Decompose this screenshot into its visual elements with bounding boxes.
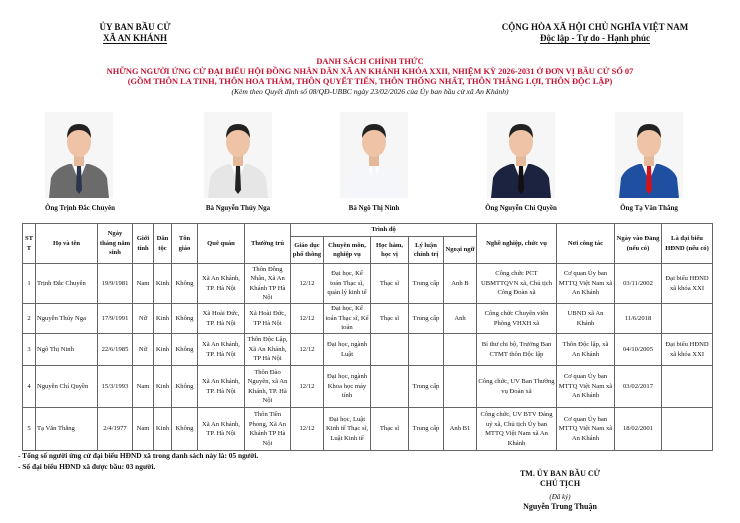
- cell-edu: 12/12: [291, 366, 324, 408]
- cell-gender: Nam: [133, 408, 154, 451]
- header-delegate: Là đại biểu HĐND (nếu có): [662, 224, 713, 264]
- cell-major: Đại học, ngành Khoa học máy tính: [324, 366, 371, 408]
- cell-party: 03/11/2002: [615, 264, 662, 304]
- cell-work: Cơ quan Ủy ban MTTQ Việt Nam xã An Khánh: [557, 366, 615, 408]
- cell-work: Cơ quan Ủy ban MTTQ Việt Nam xã An Khánh: [557, 264, 615, 304]
- document-title: [0, 57, 740, 97]
- cell-degree: Thạc sĩ: [371, 304, 409, 334]
- header-party: Ngày vào Đảng (nếu có): [615, 224, 662, 264]
- cell-dob: 2/4/1977: [98, 408, 133, 451]
- photo-caption: Ông Tạ Văn Thắng: [620, 204, 678, 212]
- table-row: [23, 334, 713, 366]
- cell-edu: 12/12: [291, 334, 324, 366]
- cell-major: Đại học, ngành Luật: [324, 334, 371, 366]
- cell-lang: Anh B1: [444, 408, 477, 451]
- cell-lang: Anh: [444, 304, 477, 334]
- cell-gender: Nam: [133, 264, 154, 304]
- candidate-photo: [615, 112, 683, 198]
- cell-residence: Xã Hoài Đức, TP Hà Nội: [245, 304, 291, 334]
- cell-politics: Trung cấp: [409, 408, 444, 451]
- cell-politics: Trung cấp: [409, 366, 444, 408]
- cell-delegate: [662, 408, 713, 451]
- photo-caption: Bà Ngô Thị Ninh: [348, 204, 400, 212]
- cell-dob: 17/9/1991: [98, 304, 133, 334]
- cell-politics: [409, 334, 444, 366]
- cell-religion: Không: [172, 334, 198, 366]
- cell-residence: Thôn Tiền Phong, Xã An Khánh TP Hà Nội: [245, 408, 291, 451]
- cell-politics: Trung cấp: [409, 264, 444, 304]
- header-name: Họ và tên: [36, 224, 98, 264]
- header-major: Chuyên môn, nghiệp vụ: [324, 237, 371, 264]
- cell-party: 03/02/2017: [615, 366, 662, 408]
- header-degree: Học hàm, học vị: [371, 237, 409, 264]
- title-line-3: (GỒM THÔN LA TINH, THÔN HOA THÁM, THÔN QUYẾT TIẾN, THÔN THỐNG NHẤT, THÔN THẮNG LỢI, THÔN ĐỘC LẬP): [127, 77, 613, 86]
- cell-job: Công chức Chuyên viên Phòng VHXH xã: [477, 304, 557, 334]
- signer-name: Nguyễn Trung Thuận: [523, 502, 597, 511]
- cell-name: Nguyễn Chí Quyền: [36, 366, 98, 408]
- cell-dob: 19/9/1981: [98, 264, 133, 304]
- cell-degree: Thạc sĩ: [371, 408, 409, 451]
- cell-party: 18/02/2001: [615, 408, 662, 451]
- cell-gender: Nam: [133, 366, 154, 408]
- table-row: [23, 264, 713, 304]
- cell-stt: 5: [23, 408, 36, 451]
- header-dob: Ngày tháng năm sinh: [98, 224, 133, 264]
- cell-job: Công chức PCT UBMTTQVN xã, Chủ tịch Công Đoàn xã: [477, 264, 557, 304]
- header-work: Nơi công tác: [557, 224, 615, 264]
- candidate-photo: [204, 112, 272, 198]
- signature-org: TM. ỦY BAN BẦU CỬ: [519, 469, 601, 478]
- cell-stt: 2: [23, 304, 36, 334]
- cell-residence: Thôn Độc Lập, Xã An Khánh, TP Hà Nội: [245, 334, 291, 366]
- signature-title: CHỦ TỊCH: [539, 479, 581, 488]
- cell-gender: Nữ: [133, 304, 154, 334]
- cell-work: Thôn Độc lập, xã An Khánh: [557, 334, 615, 366]
- cell-stt: 1: [23, 264, 36, 304]
- signature-block: [480, 469, 640, 512]
- photo-caption: Bà Nguyễn Thúy Nga: [205, 204, 271, 212]
- candidate-photo: [340, 112, 408, 198]
- header-religion: Tôn giáo: [172, 224, 198, 264]
- cell-religion: Không: [172, 304, 198, 334]
- header-ethnic: Dân tộc: [154, 224, 172, 264]
- header-lang: Ngoại ngữ: [444, 237, 477, 264]
- title-line-1: DANH SÁCH CHÍNH THỨC: [316, 57, 424, 66]
- cell-job: Công chức, UV Ban Thường vụ Đoàn xã: [477, 366, 557, 408]
- cell-edu: 12/12: [291, 304, 324, 334]
- header-job: Nghề nghiệp, chức vụ: [477, 224, 557, 264]
- note-total: - Tổng số người ứng cử đại biểu HĐND xã trong danh sách này là: 05 người.: [18, 451, 259, 460]
- cell-job: Bí thư chi bộ, Trưởng Ban CTMT thôn Độc lập: [477, 334, 557, 366]
- commune-name: XÃ AN KHÁNH: [102, 33, 167, 43]
- cell-degree: [371, 366, 409, 408]
- note-elected: - Số đại biểu HĐND xã được bầu: 03 người.: [18, 462, 156, 471]
- cell-religion: Không: [172, 408, 198, 451]
- cell-lang: [444, 366, 477, 408]
- cell-name: Ngô Thị Ninh: [36, 334, 98, 366]
- signature-status: (Đã ký): [549, 493, 571, 501]
- motto: Độc lập - Tự do - Hạnh phúc: [539, 33, 650, 43]
- table-row: [23, 366, 713, 408]
- org-name: ỦY BAN BẦU CỬ: [99, 22, 171, 32]
- cell-ethnic: Kinh: [154, 366, 172, 408]
- cell-party: 04/10/2005: [615, 334, 662, 366]
- cell-residence: Thôn Đào Nguyên, xã An Khánh, TP. Hà Nội: [245, 366, 291, 408]
- cell-major: Đại học, Luật Kinh tế Thạc sĩ, Luật Kinh tế: [324, 408, 371, 451]
- cell-party: 11/6/2018: [615, 304, 662, 334]
- cell-stt: 4: [23, 366, 36, 408]
- cell-major: Đại học, Kế toán Thạc sĩ, quản lý kinh tế: [324, 264, 371, 304]
- cell-politics: Trung cấp: [409, 304, 444, 334]
- cell-hometown: Xã An Khánh, TP. Hà Nội: [198, 366, 245, 408]
- table-row: [23, 408, 713, 451]
- cell-hometown: Xã An Khánh, TP. Hà Nội: [198, 264, 245, 304]
- cell-lang: Anh B: [444, 264, 477, 304]
- cell-dob: 15/3/1993: [98, 366, 133, 408]
- cell-degree: [371, 334, 409, 366]
- cell-job: Công chức, UV BTV Đảng uỷ xã, Chủ tịch Ủy ban MTTQ Việt Nam xã An Khánh: [477, 408, 557, 451]
- photo-caption: Ông Trịnh Đắc Chuyên: [45, 204, 115, 212]
- cell-ethnic: Kinh: [154, 264, 172, 304]
- org-header: [60, 22, 210, 44]
- header-stt: ST T: [23, 224, 36, 264]
- cell-major: Đại học, Kế toán Thạc sĩ, Kế toán: [324, 304, 371, 334]
- candidate-photo: [45, 112, 113, 198]
- table-row: [23, 304, 713, 334]
- cell-dob: 22/6/1985: [98, 334, 133, 366]
- cell-name: Nguyễn Thúy Nga: [36, 304, 98, 334]
- cell-name: Trịnh Đắc Chuyên: [36, 264, 98, 304]
- cell-hometown: Xã An Khánh, TP. Hà Nội: [198, 334, 245, 366]
- cell-work: UBND xã An Khánh: [557, 304, 615, 334]
- header-gender: Giới tính: [133, 224, 154, 264]
- cell-ethnic: Kinh: [154, 304, 172, 334]
- nation-name: CỘNG HÒA XÃ HỘI CHỦ NGHĨA VIỆT NAM: [501, 22, 689, 32]
- cell-stt: 3: [23, 334, 36, 366]
- candidate-table: [22, 223, 713, 451]
- cell-residence: Thôn Đồng Nhân, Xã An Khánh TP Hà Nội: [245, 264, 291, 304]
- title-line-2: NHỮNG NGƯỜI ỨNG CỬ ĐẠI BIỂU HỘI ĐỒNG NHÂN DÂN XÃ AN KHÁNH KHÓA XXII, NHIỆM KỲ 2026-2031 Ở ĐƠN VỊ BẦU CỬ SỐ 07: [106, 67, 634, 76]
- cell-gender: Nữ: [133, 334, 154, 366]
- cell-name: Tạ Văn Thắng: [36, 408, 98, 451]
- title-subtitle: (Kèm theo Quyết định số 08/QĐ-UBBC ngày 23/02/2026 của Ủy ban bầu cử xã An Khánh): [231, 87, 509, 96]
- header-hometown: Quê quán: [198, 224, 245, 264]
- cell-delegate: [662, 304, 713, 334]
- photo-caption: Ông Nguyễn Chí Quyền: [485, 204, 557, 212]
- cell-edu: 12/12: [291, 408, 324, 451]
- header-politics: Lý luận chính trị: [409, 237, 444, 264]
- cell-delegate: Đại biểu HĐND xã khóa XXI: [662, 334, 713, 366]
- cell-edu: 12/12: [291, 264, 324, 304]
- nation-header: [470, 22, 720, 44]
- cell-lang: [444, 334, 477, 366]
- cell-religion: Không: [172, 264, 198, 304]
- header-residence: Thường trú: [245, 224, 291, 264]
- cell-delegate: [662, 366, 713, 408]
- cell-ethnic: Kinh: [154, 334, 172, 366]
- cell-work: Cơ quan Ủy ban MTTQ Việt Nam xã An Khánh: [557, 408, 615, 451]
- header-level: Trình độ: [291, 224, 477, 237]
- cell-delegate: Đại biểu HĐND xã khóa XXI: [662, 264, 713, 304]
- cell-degree: Thạc sĩ: [371, 264, 409, 304]
- cell-hometown: Xã An Khánh, TP. Hà Nội: [198, 408, 245, 451]
- cell-hometown: Xã Hoài Đức, TP. Hà Nội: [198, 304, 245, 334]
- cell-religion: Không: [172, 366, 198, 408]
- header-edu: Giáo dục phổ thông: [291, 237, 324, 264]
- candidate-photo: [487, 112, 555, 198]
- cell-ethnic: Kinh: [154, 408, 172, 451]
